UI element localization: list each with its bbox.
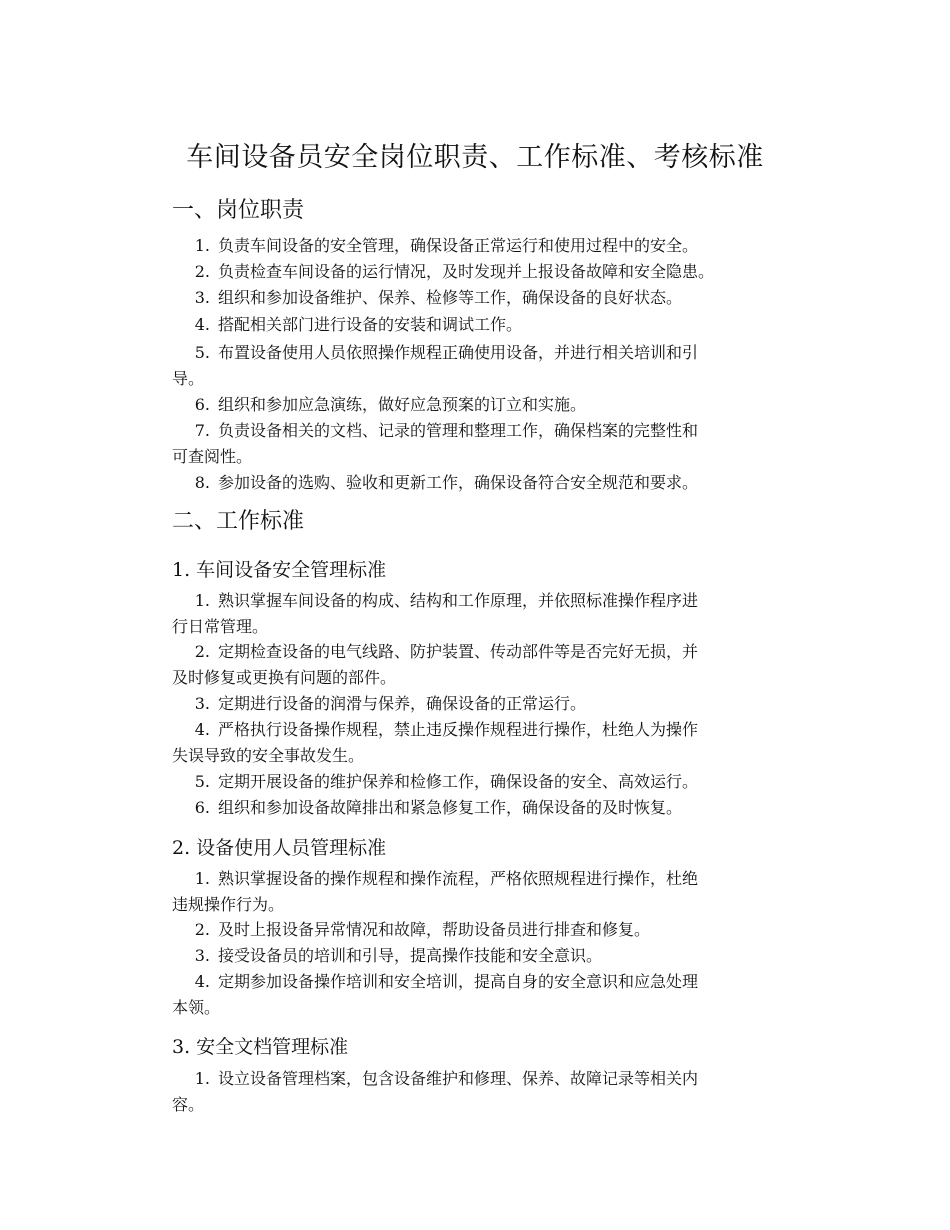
list-item-continuation: 容。 (172, 1095, 205, 1114)
list-item (172, 943, 822, 969)
list-text: 熟识掌握设备的操作规程和操作流程，严格依照规程进行操作，杜绝 (218, 869, 699, 888)
list-item (172, 795, 822, 821)
list-text: 设立设备管理档案，包含设备维护和修理、保养、故障记录等相关内 (218, 1069, 699, 1088)
list-item-continuation: 可查阅性。 (172, 447, 253, 466)
list-item-continuation: 导。 (172, 369, 205, 388)
list-number: 6. (194, 798, 210, 817)
list-item-continuation: 本领。 (172, 998, 221, 1017)
list-number: 3. (194, 288, 210, 307)
list-item (172, 233, 822, 259)
list-text: 及时上报设备异常情况和故障，帮助设备员进行排查和修复。 (218, 920, 651, 939)
list-number: 2. (194, 642, 210, 661)
list-text: 定期检查设备的电气线路、防护装置、传动部件等是否完好无损，并 (218, 642, 699, 661)
subsection-heading-document-management: 3. 安全文档管理标准 (172, 1036, 349, 1058)
list-text: 搭配相关部门进行设备的安装和调试工作。 (218, 315, 523, 334)
subsection-heading-equipment-safety: 1. 车间设备安全管理标准 (172, 559, 387, 581)
list-text: 组织和参加应急演练，做好应急预案的订立和实施。 (218, 395, 587, 414)
list-item-continuation: 违规操作行为。 (172, 895, 285, 914)
list-item (172, 470, 822, 496)
list-number: 3. (194, 946, 210, 965)
list-item (172, 1066, 822, 1092)
list-text: 熟识掌握车间设备的构成、结构和工作原理，并依照标准操作程序进 (218, 591, 699, 610)
list-number: 1. (194, 236, 210, 255)
list-text: 定期参加设备操作培训和安全培训，提高自身的安全意识和应急处理 (218, 972, 699, 991)
list-number: 4. (194, 720, 210, 739)
list-item (172, 917, 822, 943)
list-number: 1. (194, 591, 210, 610)
list-text: 负责车间设备的安全管理，确保设备正常运行和使用过程中的安全。 (218, 236, 699, 255)
list-text: 组织和参加设备维护、保养、检修等工作，确保设备的良好状态。 (218, 288, 683, 307)
list-text: 负责设备相关的文档、记录的管理和整理工作，确保档案的完整性和 (218, 421, 699, 440)
list-item (172, 866, 822, 892)
list-item (172, 639, 822, 665)
list-text: 组织和参加设备故障排出和紧急修复工作，确保设备的及时恢复。 (218, 798, 683, 817)
list-item (172, 340, 822, 366)
list-number: 2. (194, 262, 210, 281)
list-number: 1. (194, 1069, 210, 1088)
list-item (172, 418, 822, 444)
section-heading-work-standards: 二、工作标准 (172, 509, 305, 534)
list-number: 3. (194, 694, 210, 713)
list-text: 严格执行设备操作规程，禁止违反操作规程进行操作，杜绝人为操作 (218, 720, 699, 739)
list-item (172, 717, 822, 743)
list-text: 负责检查车间设备的运行情况，及时发现并上报设备故障和安全隐患。 (218, 262, 715, 281)
list-number: 5. (194, 772, 210, 791)
list-item (172, 691, 822, 717)
list-number: 6. (194, 395, 210, 414)
list-number: 5. (194, 343, 210, 362)
list-number: 2. (194, 920, 210, 939)
document-title: 车间设备员安全岗位职责、工作标准、考核标准 (186, 142, 764, 173)
list-text: 定期进行设备的润滑与保养，确保设备的正常运行。 (218, 694, 587, 713)
list-number: 4. (194, 972, 210, 991)
list-item-continuation: 行日常管理。 (172, 617, 269, 636)
list-number: 4. (194, 315, 210, 334)
list-item (172, 259, 822, 285)
list-item (172, 588, 822, 614)
list-text: 接受设备员的培训和引导，提高操作技能和安全意识。 (218, 946, 603, 965)
subsection-heading-operator-management: 2. 设备使用人员管理标准 (172, 837, 387, 859)
list-number: 1. (194, 869, 210, 888)
list-item (172, 969, 822, 995)
list-item-continuation: 及时修复或更换有问题的部件。 (172, 668, 397, 687)
list-text: 布置设备使用人员依照操作规程正确使用设备，并进行相关培训和引 (218, 343, 699, 362)
list-number: 7. (194, 421, 210, 440)
list-item (172, 769, 822, 795)
section-heading-duties: 一、岗位职责 (172, 198, 305, 223)
list-item (172, 312, 822, 338)
list-item (172, 392, 822, 418)
list-text: 参加设备的选购、验收和更新工作，确保设备符合安全规范和要求。 (218, 473, 699, 492)
list-number: 8. (194, 473, 210, 492)
list-text: 定期开展设备的维护保养和检修工作，确保设备的安全、高效运行。 (218, 772, 699, 791)
list-item-continuation: 失误导致的安全事故发生。 (172, 746, 365, 765)
list-item (172, 285, 822, 311)
